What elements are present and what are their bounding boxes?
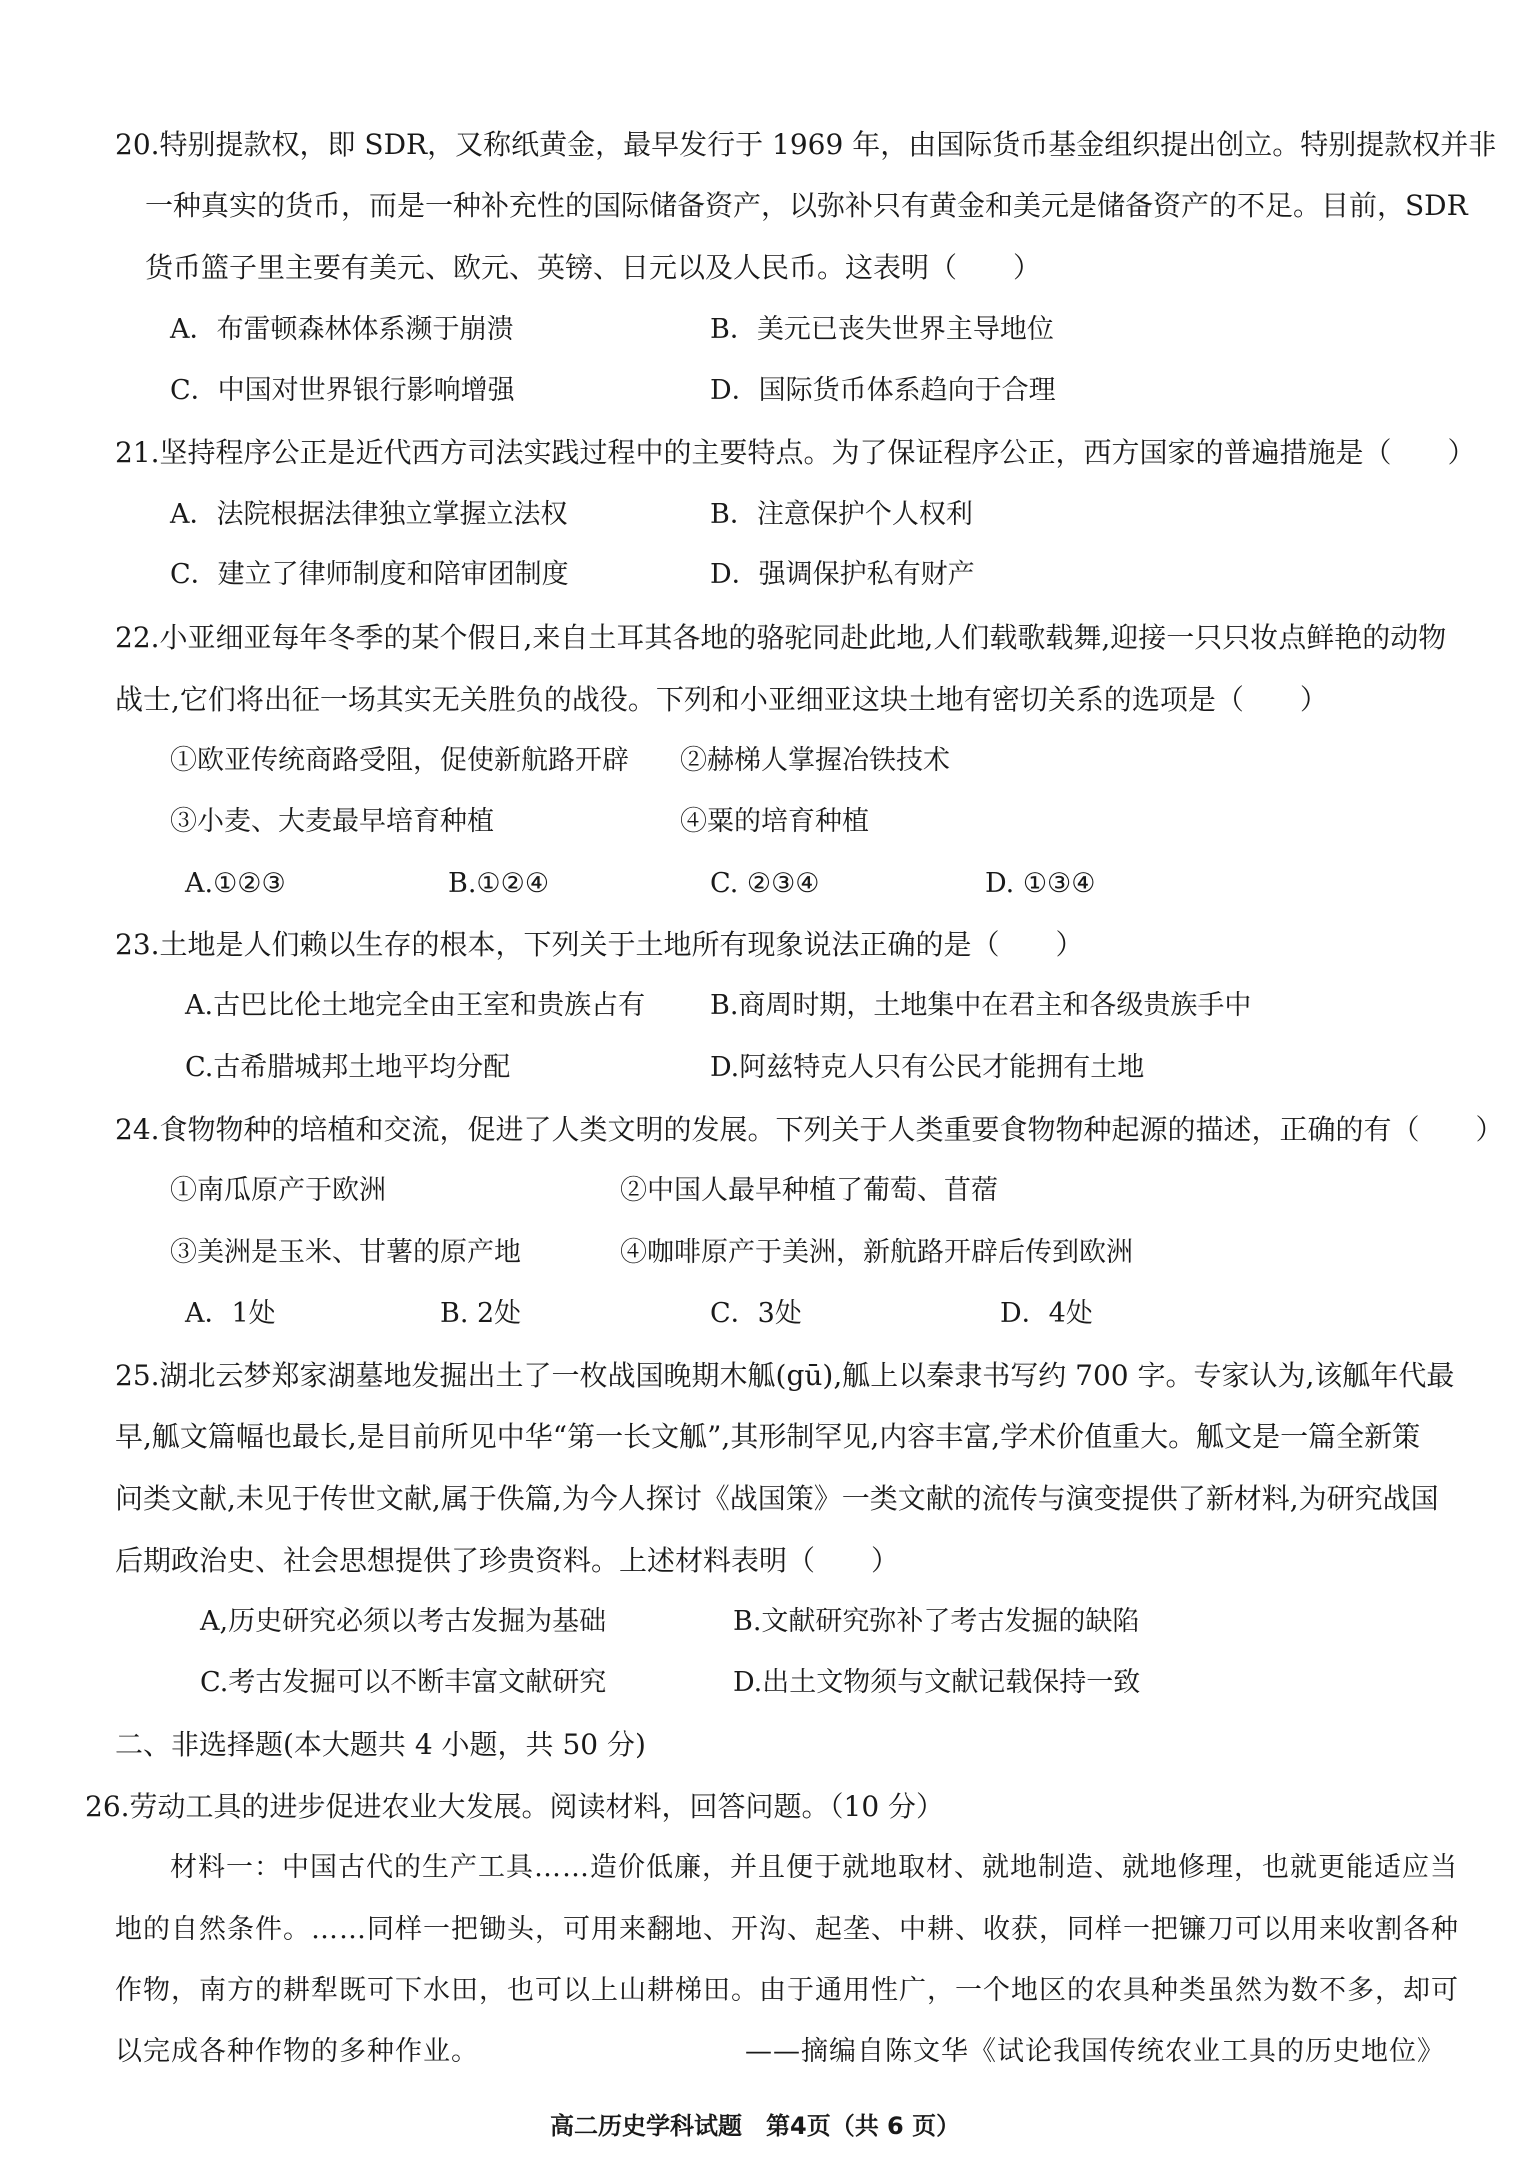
q20-option-b: B．美元已丧失世界主导地位 <box>710 314 1054 345</box>
q22-item-2: ②赫梯人掌握冶铁技术 <box>680 745 950 776</box>
q22-option-d: D. ①③④ <box>985 868 1096 899</box>
q21-option-a: A．法院根据法律独立掌握立法权 <box>170 499 568 530</box>
section2-heading: 二、非选择题(本大题共 4 小题，共 50 分) <box>115 1728 646 1761</box>
page-footer: 高二历史学科试题 第4页（共 6 页） <box>550 2112 961 2140</box>
q22-item-4: ④粟的培育种植 <box>680 806 869 837</box>
q24-stem-line: 24.食物物种的培植和交流，促进了人类文明的发展。下列关于人类重要食物物种起源的描述，正确的有（ ） <box>115 1113 1504 1146</box>
q20-option-a: A．布雷顿森林体系濒于崩溃 <box>170 314 514 345</box>
q24-option-a: A．1处 <box>185 1298 276 1329</box>
q22-item-3: ③小麦、大麦最早培育种植 <box>170 806 494 837</box>
q26-stem: 26.劳动工具的进步促进农业大发展。阅读材料，回答问题。（10 分） <box>85 1790 945 1823</box>
q20-stem-line: 20.特别提款权，即 SDR，又称纸黄金，最早发行于 1969 年，由国际货币基金组织提出创立。特别提款权并非 <box>115 128 1497 161</box>
q22-stem-line: 22.小亚细亚每年冬季的某个假日,来自土耳其各地的骆驼同赴此地,人们载歌载舞,迎接一只只妆点鲜艳的动物 <box>115 621 1447 654</box>
q22-item-1: ①欧亚传统商路受阻，促使新航路开辟 <box>170 745 629 776</box>
q24-item-2: ②中国人最早种植了葡萄、苜蓿 <box>620 1175 998 1206</box>
q24-option-c: C．3处 <box>710 1298 802 1329</box>
q25-option-d: D.出土文物须与文献记载保持一致 <box>733 1667 1141 1698</box>
q25-stem-line: 早,觚文篇幅也最长,是目前所见中华“第一长文觚”,其形制罕见,内容丰富,学术价值重大。觚文是一篇全新策 <box>115 1420 1421 1453</box>
q25-stem-line: 问类文献,未见于传世文献,属于佚篇,为今人探讨《战国策》一类文献的流传与演变提供了新材料,为研究战国 <box>115 1482 1439 1515</box>
q21-option-d: D．强调保护私有财产 <box>710 559 975 590</box>
q21-stem-line: 21.坚持程序公正是近代西方司法实践过程中的主要特点。为了保证程序公正，西方国家的普遍措施是（ ） <box>115 436 1476 469</box>
q24-item-3: ③美洲是玉米、甘薯的原产地 <box>170 1237 521 1268</box>
q22-option-a: A.①②③ <box>185 868 286 899</box>
q25-option-a: A,历史研究必须以考古发掘为基础 <box>200 1606 607 1637</box>
q24-item-1: ①南瓜原产于欧洲 <box>170 1175 386 1206</box>
q24-option-d: D．4处 <box>1000 1298 1093 1329</box>
q24-item-4: ④咖啡原产于美洲，新航路开辟后传到欧洲 <box>620 1237 1133 1268</box>
q24-option-b: B. 2处 <box>440 1298 522 1329</box>
q25-option-c: C.考古发掘可以不断丰富文献研究 <box>200 1667 607 1698</box>
q25-option-b: B.文献研究弥补了考古发掘的缺陷 <box>733 1606 1140 1637</box>
q20-option-c: C．中国对世界银行影响增强 <box>170 375 515 406</box>
material-line: 地的自然条件。……同样一把锄头，可用来翻地、开沟、起垄、中耕、收获，同样一把镰刀可以用来收割各种 <box>115 1914 1459 1945</box>
q25-stem-line: 后期政治史、社会思想提供了珍贵资料。上述材料表明（ ） <box>115 1544 900 1577</box>
material-line: 材料一：中国古代的生产工具……造价低廉，并且便于就地取材、就地制造、就地修理，也就更能适应当 <box>170 1852 1458 1883</box>
q23-option-c: C.古希腊城邦土地平均分配 <box>185 1052 511 1083</box>
q22-option-c: C. ②③④ <box>710 868 820 899</box>
q22-option-b: B.①②④ <box>448 868 550 899</box>
q22-stem-line: 战士,它们将出征一场其实无关胜负的战役。下列和小亚细亚这块土地有密切关系的选项是（ ） <box>115 683 1328 716</box>
material-citation: ——摘编自陈文华《试论我国传统农业工具的历史地位》 <box>745 2036 1445 2067</box>
q20-option-d: D．国际货币体系趋向于合理 <box>710 375 1056 406</box>
q25-stem-line: 25.湖北云梦郑家湖墓地发掘出土了一枚战国晚期木觚(gū),觚上以秦隶书写约 700 字。专家认为,该觚年代最 <box>115 1359 1455 1392</box>
q21-option-b: B．注意保护个人权利 <box>710 499 973 530</box>
q21-option-c: C．建立了律师制度和陪审团制度 <box>170 559 569 590</box>
material-line: 以完成各种作物的多种作业。 <box>115 2036 479 2067</box>
q23-option-b: B.商周时期，土地集中在君主和各级贵族手中 <box>710 990 1252 1021</box>
material-line: 作物，南方的耕犁既可下水田，也可以上山耕梯田。由于通用性广，一个地区的农具种类虽然为数不多，却可 <box>115 1975 1459 2006</box>
q20-stem-line: 货币篮子里主要有美元、欧元、英镑、日元以及人民币。这表明（ ） <box>145 251 1042 284</box>
q23-option-d: D.阿兹特克人只有公民才能拥有土地 <box>710 1052 1145 1083</box>
q20-stem-line: 一种真实的货币，而是一种补充性的国际储备资产，以弥补只有黄金和美元是储备资产的不足。目前，SDR <box>145 189 1468 222</box>
q23-option-a: A.古巴比伦土地完全由王室和贵族占有 <box>185 990 646 1021</box>
q23-stem-line: 23.土地是人们赖以生存的根本，下列关于土地所有现象说法正确的是（ ） <box>115 928 1084 961</box>
